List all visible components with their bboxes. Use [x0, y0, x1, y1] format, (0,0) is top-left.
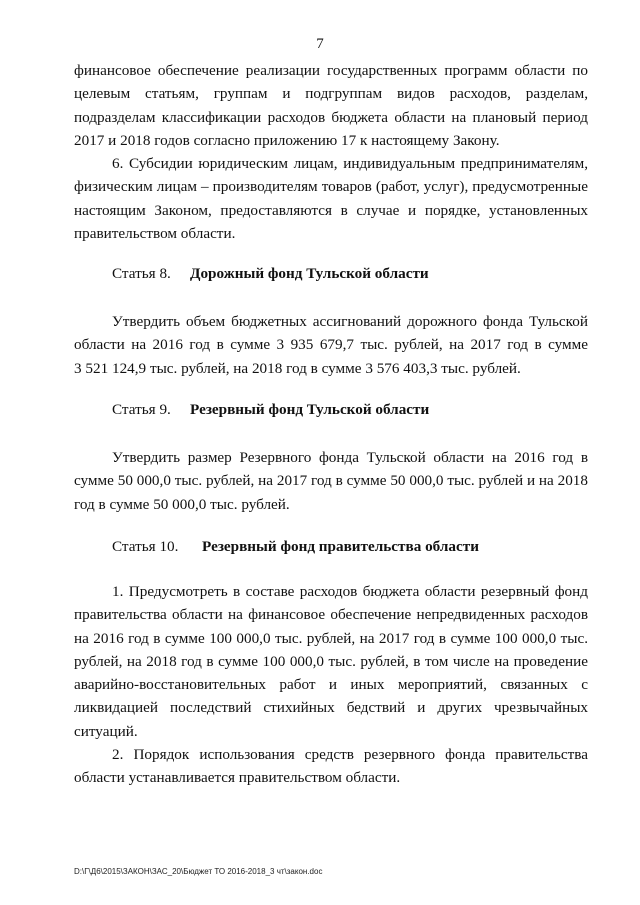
text-line: ликвидацией последствий стихийных бедствий и других чрезвычайных: [74, 699, 588, 717]
text-line: на 2016 год в сумме 100 000,0 тыс. рублей, на 2017 год в сумме 100 000,0 тыс.: [74, 629, 588, 647]
article-title: Резервный фонд Тульской области: [190, 401, 430, 418]
text-line: финансовое обеспечение реализации государственных программ области по: [74, 62, 588, 79]
article-8-heading: [112, 264, 429, 284]
text-line: подразделам классификации расходов бюджета области на плановый период: [74, 108, 588, 126]
paragraph-6: [74, 152, 588, 245]
text-line: Утвердить размер Резервного фонда Тульской области на 2016 год в: [112, 449, 588, 466]
text-line: правительством области.: [74, 224, 236, 242]
text-line: Утвердить объем бюджетных ассигнований дорожного фонда Тульской: [112, 313, 588, 330]
text-line: аварийно-восстановительных работ и иных мероприятий, связанных с: [74, 676, 588, 694]
text-line: год в сумме 50 000,0 тыс. рублей.: [74, 495, 290, 513]
article-10-heading: [112, 537, 479, 557]
article-title: Резервный фонд правительства области: [202, 538, 479, 555]
article-9-heading: [112, 400, 429, 420]
article-10-paragraph-2: [74, 743, 588, 790]
text-line: правительства области на финансовое обеспечение непредвиденных расходов: [74, 606, 588, 624]
article-10-paragraph-1: [74, 580, 588, 743]
text-line: 2017 и 2018 годов согласно приложению 17 к настоящему Закону.: [74, 131, 500, 149]
text-line: 2. Порядок использования средств резервного фонда правительства: [112, 746, 588, 763]
paragraph-continuation: [74, 59, 588, 152]
text-line: сумме 50 000,0 тыс. рублей, на 2017 год в сумме 50 000,0 тыс. рублей и на 2018: [74, 472, 588, 490]
article-number: Статья 8.: [112, 265, 171, 282]
page-number: 7: [316, 36, 324, 52]
text-line: 6. Субсидии юридическим лицам, индивидуальным предпринимателям,: [112, 155, 588, 172]
text-line: области устанавливается правительством области.: [74, 769, 401, 787]
article-title: Дорожный фонд Тульской области: [190, 265, 429, 282]
article-9-body: [74, 446, 588, 516]
text-line: рублей, на 2018 год в сумме 100 000,0 тыс. рублей, в том числе на проведение: [74, 652, 588, 670]
text-line: области на 2016 год в сумме 3 935 679,7 тыс. рублей, на 2017 год в сумме: [74, 336, 588, 354]
text-line: настоящим Законом, предоставляются в случае и порядке, установленных: [74, 201, 588, 219]
file-path-footer: D:\Г\Д6\2015\ЗАКОН\ЗАС_20\Бюджет ТО 2016-2018_3 чт\закон.doc: [74, 867, 323, 876]
text-line: 1. Предусмотреть в составе расходов бюджета области резервный фонд: [112, 583, 588, 600]
article-number: Статья 9.: [112, 401, 171, 418]
article-number: Статья 10.: [112, 538, 179, 555]
text-line: целевым статьям, группам и подгруппам видов расходов, разделам,: [74, 85, 588, 103]
text-line: 3 521 124,9 тыс. рублей, на 2018 год в сумме 3 576 403,3 тыс. рублей.: [74, 359, 521, 377]
article-8-body: [74, 310, 588, 380]
text-line: ситуаций.: [74, 722, 138, 740]
text-line: физическим лицам – производителям товаров (работ, услуг), предусмотренные: [74, 178, 588, 196]
